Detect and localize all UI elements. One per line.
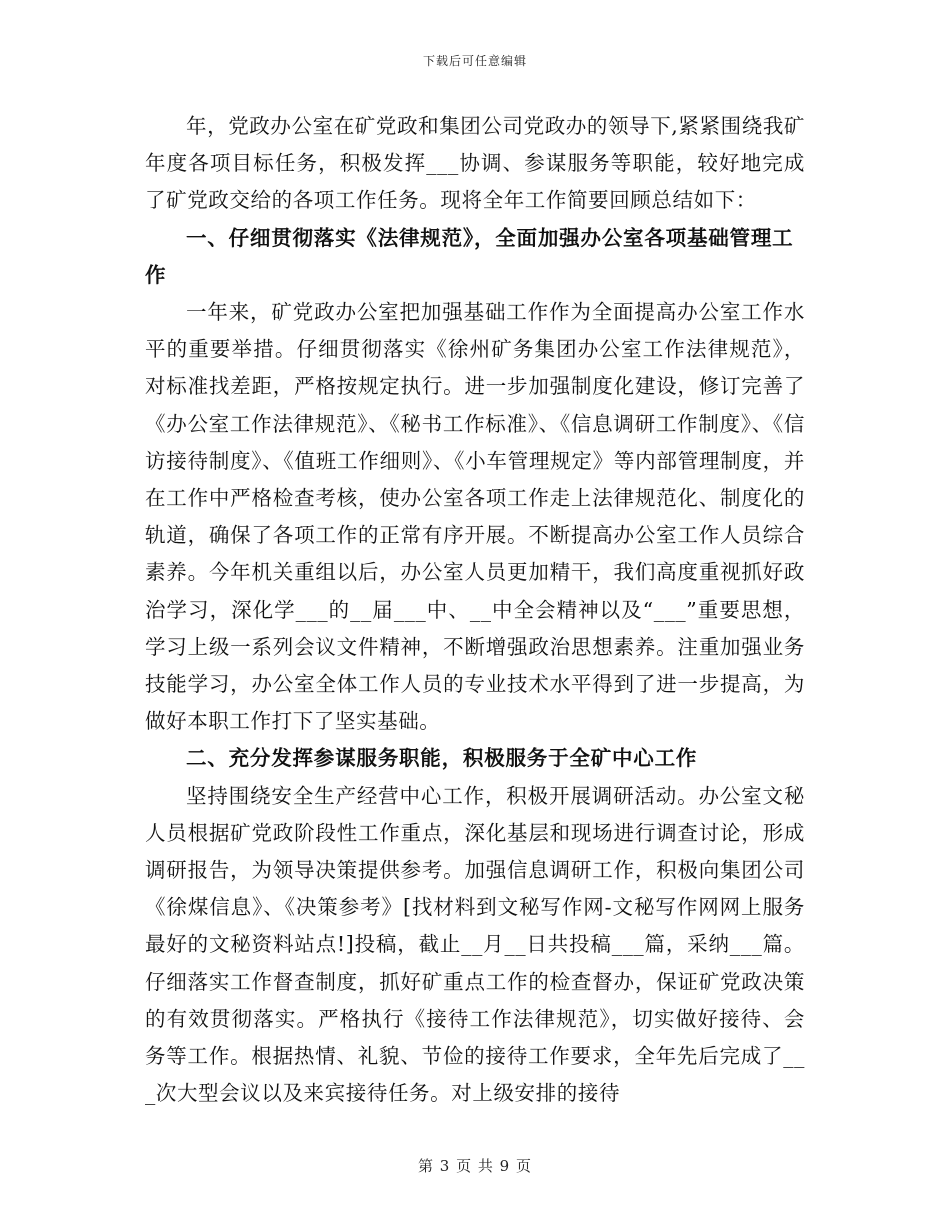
- page-header-note: 下载后可任意编辑: [422, 54, 527, 68]
- page-number: 第 3 页 共 9 页: [418, 1157, 532, 1175]
- section-2-paragraph: 坚持围绕安全生产经营中心工作，积极开展调研活动。办公室文秘人员根据矿党政阶段性工作重点，深化基层和现场进行调查讨论，形成调研报告，为领导决策提供参考。加强信息调研工作，积极向集团公司《徐煤信息》、《决策参考》[找材料到文秘写作网-文秘写作网网上服务最好的文秘资料站点!]投稿，截止__月__日共投稿___篇，采纳___篇。仔细落实工作督查制度，抓好矿重点工作的检查督办，保证矿党政决策的有效贯彻落实。严格执行《接待工作法律规范》，切实做好接待、会务等工作。根据热情、礼貌、节俭的接待工作要求，全年先后完成了___次大型会议以及来宾接待任务。对上级安排的接待: [145, 783, 805, 1106]
- section-1-heading: 一、仔细贯彻落实《法律规范》，全面加强办公室各项基础管理工作: [145, 225, 794, 287]
- section-1-paragraph: 一年来，矿党政办公室把加强基础工作作为全面提高办公室工作水平的重要举措。仔细贯彻落实《徐州矿务集团办公室工作法律规范》，对标准找差距，严格按规定执行。进一步加强制度化建设，修订完善了《办公室工作法律规范》、《秘书工作标准》、《信息调研工作制度》、《信访接待制度》、《值班工作细则》、《小车管理规定》等内部管理制度，并在工作中严格检查考核，使办公室各项工作走上法律规范化、制度化的轨道，确保了各项工作的正常有序开展。不断提高办公室工作人员综合素养。今年机关重组以后，办公室人员更加精干，我们高度重视抓好政治学习，深化学___的__届___中、__中全会精神以及“___”重要思想，学习上级一系列会议文件精神，不断增强政治思想素养。注重加强业务技能学习，办公室全体工作人员的专业技术水平得到了进一步提高，为做好本职工作打下了坚实基础。: [145, 300, 805, 734]
- document-body: [145, 108, 805, 1112]
- intro-paragraph: 年，党政办公室在矿党政和集团公司党政办的领导下,紧紧围绕我矿年度各项目标任务，积极发挥___协调、参谋服务等职能，较好地完成了矿党政交给的各项工作任务。现将全年工作简要回顾总结如下：: [145, 114, 806, 213]
- section-2-heading: 二、充分发挥参谋服务职能，积极服务于全矿中心工作: [186, 746, 698, 771]
